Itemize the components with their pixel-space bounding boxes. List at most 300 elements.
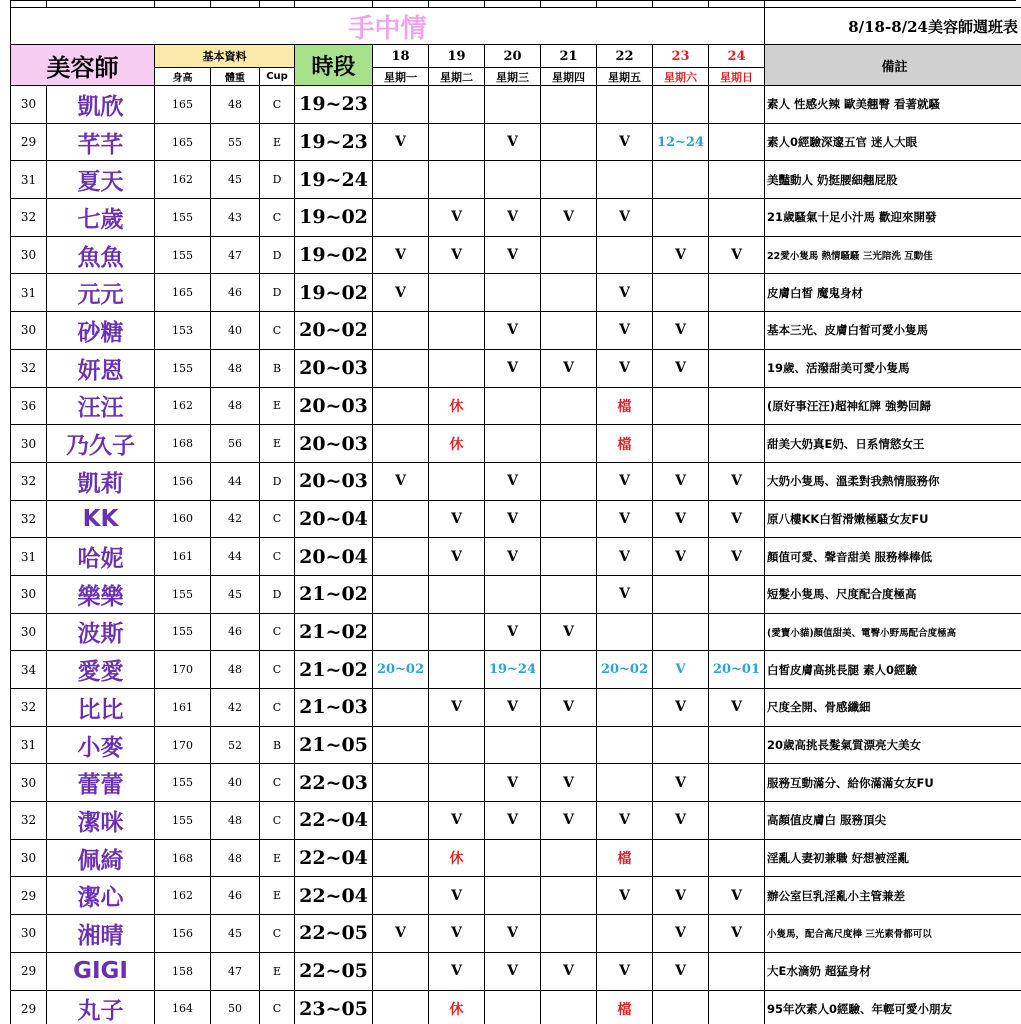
cup-cell: E xyxy=(260,425,295,463)
day-mark-cell: V xyxy=(373,915,429,953)
beautician-name: KK xyxy=(47,501,155,539)
height-cell: 155 xyxy=(155,576,211,614)
time-slot-cell: 22~03 xyxy=(295,764,373,802)
day-mark-cell: V xyxy=(485,312,541,350)
day-mark-cell xyxy=(709,764,765,802)
cup-cell: E xyxy=(260,388,295,426)
note-cell: 大E水滴奶 超猛身材 xyxy=(765,953,1021,991)
height-cell: 168 xyxy=(155,425,211,463)
day-mark-cell xyxy=(597,86,653,124)
beautician-name: 凱欣 xyxy=(47,86,155,124)
day-mark-cell: V xyxy=(709,689,765,727)
day-mark-cell: V xyxy=(373,124,429,162)
time-slot-cell: 21~02 xyxy=(295,576,373,614)
weight-cell: 46 xyxy=(211,877,260,915)
day-mark-cell xyxy=(541,86,597,124)
day-mark-cell xyxy=(597,764,653,802)
note-cell: 尺度全開、骨感纖細 xyxy=(765,689,1021,727)
height-cell: 162 xyxy=(155,877,211,915)
weekday-header: 星期一 xyxy=(373,68,429,86)
day-mark-cell xyxy=(485,86,541,124)
cup-cell: C xyxy=(260,199,295,237)
day-mark-cell: V xyxy=(653,915,709,953)
day-mark-cell xyxy=(597,161,653,199)
note-cell: 顏值可愛、聲音甜美 服務棒棒低 xyxy=(765,538,1021,576)
day-mark-cell xyxy=(429,86,485,124)
weight-cell: 45 xyxy=(211,576,260,614)
day-mark-cell: V xyxy=(597,501,653,539)
cup-cell: C xyxy=(260,501,295,539)
beautician-name: GIGI xyxy=(47,953,155,991)
height-cell: 158 xyxy=(155,953,211,991)
day-mark-cell: V xyxy=(653,802,709,840)
note-cell: 甜美大奶真E奶、日系情慾女王 xyxy=(765,425,1021,463)
schedule-grid xyxy=(10,0,1016,1024)
day-mark-cell xyxy=(709,991,765,1024)
cup-cell: E xyxy=(260,953,295,991)
day-mark-cell xyxy=(709,350,765,388)
age-cell: 31 xyxy=(11,274,47,312)
top-strip-cell xyxy=(485,1,541,8)
day-mark-cell xyxy=(429,350,485,388)
age-cell: 30 xyxy=(11,425,47,463)
day-mark-cell xyxy=(653,388,709,426)
time-slot-cell: 21~03 xyxy=(295,689,373,727)
day-date-header: 22 xyxy=(597,45,653,68)
height-cell: 156 xyxy=(155,463,211,501)
time-slot-cell: 20~04 xyxy=(295,538,373,576)
day-mark-cell xyxy=(373,802,429,840)
day-mark-cell xyxy=(373,312,429,350)
height-cell: 155 xyxy=(155,237,211,275)
day-mark-cell xyxy=(709,199,765,237)
day-mark-cell xyxy=(373,991,429,1024)
day-mark-cell: V xyxy=(709,877,765,915)
weight-cell: 47 xyxy=(211,237,260,275)
beautician-name: 砂糖 xyxy=(47,312,155,350)
height-cell: 162 xyxy=(155,161,211,199)
day-mark-cell xyxy=(485,388,541,426)
day-mark-cell: V xyxy=(653,538,709,576)
weight-cell: 46 xyxy=(211,614,260,652)
day-mark-cell xyxy=(541,840,597,878)
day-mark-cell: V xyxy=(597,199,653,237)
height-cell: 161 xyxy=(155,538,211,576)
day-mark-cell xyxy=(541,463,597,501)
beautician-name: 丸子 xyxy=(47,991,155,1024)
age-cell: 31 xyxy=(11,161,47,199)
age-cell: 32 xyxy=(11,350,47,388)
time-slot-cell: 19~23 xyxy=(295,124,373,162)
day-date-header: 24 xyxy=(709,45,765,68)
beautician-name: 比比 xyxy=(47,689,155,727)
day-mark-cell: V xyxy=(485,915,541,953)
weight-cell: 40 xyxy=(211,764,260,802)
time-slot-cell: 22~04 xyxy=(295,877,373,915)
day-mark-cell xyxy=(429,764,485,802)
day-mark-cell: V xyxy=(653,237,709,275)
day-mark-cell xyxy=(373,501,429,539)
day-mark-cell xyxy=(429,727,485,765)
day-mark-cell xyxy=(597,237,653,275)
age-cell: 32 xyxy=(11,463,47,501)
day-mark-cell: V xyxy=(653,312,709,350)
day-mark-cell xyxy=(541,425,597,463)
age-cell: 29 xyxy=(11,877,47,915)
day-mark-cell: V xyxy=(429,877,485,915)
cup-header: Cup xyxy=(260,68,295,86)
day-mark-cell xyxy=(653,86,709,124)
day-mark-cell: V xyxy=(429,953,485,991)
day-mark-cell xyxy=(429,576,485,614)
time-slot-cell: 19~02 xyxy=(295,199,373,237)
day-mark-cell: V xyxy=(485,764,541,802)
weight-cell: 48 xyxy=(211,651,260,689)
age-cell: 36 xyxy=(11,388,47,426)
note-cell: 服務互動滿分、給你滿滿女友FU xyxy=(765,764,1021,802)
note-cell: 美豔動人 奶挺腰細翹屁股 xyxy=(765,161,1021,199)
beautician-name: 凱莉 xyxy=(47,463,155,501)
day-mark-cell: V xyxy=(373,274,429,312)
time-slot-header: 時段 xyxy=(295,45,373,86)
weight-cell: 56 xyxy=(211,425,260,463)
day-mark-cell xyxy=(541,915,597,953)
age-cell: 31 xyxy=(11,727,47,765)
day-mark-cell xyxy=(541,124,597,162)
time-slot-cell: 21~05 xyxy=(295,727,373,765)
height-cell: 161 xyxy=(155,689,211,727)
height-cell: 170 xyxy=(155,651,211,689)
day-mark-cell xyxy=(373,350,429,388)
beautician-name: 元元 xyxy=(47,274,155,312)
day-mark-cell: V xyxy=(485,953,541,991)
day-mark-cell: V xyxy=(373,463,429,501)
cup-cell: E xyxy=(260,840,295,878)
day-mark-cell xyxy=(653,425,709,463)
day-mark-cell: V xyxy=(597,802,653,840)
beautician-name: 潔心 xyxy=(47,877,155,915)
time-slot-cell: 23~05 xyxy=(295,991,373,1024)
basic-info-header: 基本資料 xyxy=(155,45,295,68)
age-cell: 30 xyxy=(11,86,47,124)
age-cell: 30 xyxy=(11,237,47,275)
day-mark-cell: V xyxy=(597,538,653,576)
note-cell: 95年次素人0經驗、年輕可愛小朋友 xyxy=(765,991,1021,1024)
day-mark-cell xyxy=(709,274,765,312)
beautician-name: 哈妮 xyxy=(47,538,155,576)
day-mark-cell: 休 xyxy=(429,388,485,426)
note-cell: 白皙皮膚高挑長腿 素人0經驗 xyxy=(765,651,1021,689)
cup-cell: C xyxy=(260,538,295,576)
day-mark-cell xyxy=(653,161,709,199)
note-cell: 短髮小隻馬、尺度配合度極高 xyxy=(765,576,1021,614)
beautician-name: 乃久子 xyxy=(47,425,155,463)
day-mark-cell xyxy=(373,614,429,652)
cup-cell: D xyxy=(260,463,295,501)
day-mark-cell: 20~02 xyxy=(597,651,653,689)
day-mark-cell xyxy=(429,124,485,162)
cup-cell: C xyxy=(260,86,295,124)
cup-cell: C xyxy=(260,614,295,652)
cup-cell: C xyxy=(260,312,295,350)
top-strip-cell xyxy=(597,1,653,8)
day-mark-cell: V xyxy=(429,199,485,237)
weekday-header: 星期三 xyxy=(485,68,541,86)
cup-cell: E xyxy=(260,877,295,915)
weight-cell: 43 xyxy=(211,199,260,237)
day-mark-cell xyxy=(373,953,429,991)
day-mark-cell xyxy=(597,727,653,765)
day-mark-cell xyxy=(429,651,485,689)
day-mark-cell: V xyxy=(541,764,597,802)
height-cell: 155 xyxy=(155,764,211,802)
day-mark-cell: V xyxy=(429,237,485,275)
day-mark-cell: V xyxy=(597,274,653,312)
day-mark-cell: 休 xyxy=(429,840,485,878)
day-mark-cell: 休 xyxy=(429,991,485,1024)
weekday-header: 星期四 xyxy=(541,68,597,86)
height-cell: 155 xyxy=(155,199,211,237)
beautician-name: 波斯 xyxy=(47,614,155,652)
day-mark-cell: V xyxy=(485,350,541,388)
day-mark-cell: V xyxy=(485,463,541,501)
day-mark-cell xyxy=(709,840,765,878)
day-mark-cell xyxy=(373,86,429,124)
day-mark-cell: 休 xyxy=(429,425,485,463)
day-mark-cell xyxy=(541,727,597,765)
cup-cell: D xyxy=(260,237,295,275)
day-mark-cell: V xyxy=(541,802,597,840)
day-mark-cell: V xyxy=(597,463,653,501)
notes-header: 備註 xyxy=(765,45,1021,86)
weight-cell: 44 xyxy=(211,463,260,501)
beautician-name: 夏天 xyxy=(47,161,155,199)
top-strip-cell xyxy=(765,1,1021,8)
beautician-name: 湘晴 xyxy=(47,915,155,953)
day-mark-cell xyxy=(541,576,597,614)
day-mark-cell xyxy=(373,689,429,727)
weekday-header: 星期日 xyxy=(709,68,765,86)
age-cell: 30 xyxy=(11,576,47,614)
day-mark-cell xyxy=(709,953,765,991)
time-slot-cell: 20~03 xyxy=(295,463,373,501)
beautician-name: 芊芊 xyxy=(47,124,155,162)
time-slot-cell: 19~23 xyxy=(295,86,373,124)
top-strip-cell xyxy=(47,1,155,8)
age-cell: 30 xyxy=(11,614,47,652)
day-mark-cell xyxy=(429,274,485,312)
week-title: 8/18-8/24美容師週班表 xyxy=(765,8,1021,45)
day-mark-cell xyxy=(429,463,485,501)
top-strip-cell xyxy=(709,1,765,8)
weight-cell: 42 xyxy=(211,501,260,539)
brand-title: 手中情 xyxy=(11,8,765,45)
note-cell: 21歲騷氣十足小汁馬 歡迎來開發 xyxy=(765,199,1021,237)
day-mark-cell: V xyxy=(653,953,709,991)
day-mark-cell: 檔 xyxy=(597,991,653,1024)
day-mark-cell: V xyxy=(485,614,541,652)
day-mark-cell: V xyxy=(653,689,709,727)
beautician-name: 汪汪 xyxy=(47,388,155,426)
day-mark-cell: V xyxy=(541,689,597,727)
weight-cell: 50 xyxy=(211,991,260,1024)
day-mark-cell: 20~02 xyxy=(373,651,429,689)
day-mark-cell: V xyxy=(541,199,597,237)
day-mark-cell xyxy=(485,161,541,199)
day-mark-cell xyxy=(709,124,765,162)
note-cell: 基本三光、皮膚白皙可愛小隻馬 xyxy=(765,312,1021,350)
day-mark-cell xyxy=(373,425,429,463)
day-mark-cell xyxy=(373,576,429,614)
note-cell: 原八樓KK白皙滑嫩極騷女友FU xyxy=(765,501,1021,539)
day-mark-cell xyxy=(653,199,709,237)
day-mark-cell xyxy=(485,877,541,915)
weight-cell: 48 xyxy=(211,802,260,840)
day-mark-cell xyxy=(373,877,429,915)
day-mark-cell xyxy=(485,991,541,1024)
day-mark-cell: V xyxy=(653,463,709,501)
day-mark-cell xyxy=(709,161,765,199)
day-mark-cell xyxy=(653,576,709,614)
day-date-header: 21 xyxy=(541,45,597,68)
age-cell: 32 xyxy=(11,802,47,840)
cup-cell: D xyxy=(260,274,295,312)
weekday-header: 星期六 xyxy=(653,68,709,86)
note-cell: 素人 性感火辣 歐美翹臀 看著就騷 xyxy=(765,86,1021,124)
day-mark-cell: V xyxy=(541,614,597,652)
day-mark-cell: V xyxy=(485,124,541,162)
day-mark-cell xyxy=(597,689,653,727)
height-cell: 155 xyxy=(155,802,211,840)
day-mark-cell xyxy=(373,764,429,802)
day-mark-cell: V xyxy=(653,651,709,689)
age-cell: 29 xyxy=(11,991,47,1024)
weight-cell: 48 xyxy=(211,350,260,388)
beautician-name: 妍恩 xyxy=(47,350,155,388)
height-cell: 165 xyxy=(155,86,211,124)
day-mark-cell: 檔 xyxy=(597,840,653,878)
weight-cell: 45 xyxy=(211,161,260,199)
day-mark-cell: V xyxy=(653,764,709,802)
day-mark-cell xyxy=(653,614,709,652)
day-mark-cell: 檔 xyxy=(597,425,653,463)
beautician-name: 佩綺 xyxy=(47,840,155,878)
day-mark-cell: V xyxy=(429,689,485,727)
day-mark-cell xyxy=(709,614,765,652)
weekday-header: 星期二 xyxy=(429,68,485,86)
note-cell: (愛寶小貓)顏值甜美、電臀小野馬配合度極高 xyxy=(765,614,1021,652)
weight-cell: 45 xyxy=(211,915,260,953)
note-cell: 辦公室巨乳淫亂小主管兼差 xyxy=(765,877,1021,915)
day-mark-cell: V xyxy=(709,463,765,501)
day-mark-cell xyxy=(373,538,429,576)
day-mark-cell: V xyxy=(485,237,541,275)
day-mark-cell: V xyxy=(653,501,709,539)
day-mark-cell: V xyxy=(597,312,653,350)
top-strip-cell xyxy=(260,1,295,8)
time-slot-cell: 22~04 xyxy=(295,802,373,840)
beautician-header: 美容師 xyxy=(11,45,155,86)
day-mark-cell: V xyxy=(597,124,653,162)
day-mark-cell: V xyxy=(541,350,597,388)
note-cell: 22愛小隻馬 熱情騷騷 三光陪洗 互動佳 xyxy=(765,237,1021,275)
note-cell: (原好事汪汪)超神紅牌 強勢回歸 xyxy=(765,388,1021,426)
day-date-header: 19 xyxy=(429,45,485,68)
weight-header: 體重 xyxy=(211,68,260,86)
day-mark-cell xyxy=(653,274,709,312)
day-mark-cell: 19~24 xyxy=(485,651,541,689)
day-mark-cell xyxy=(485,425,541,463)
time-slot-cell: 19~02 xyxy=(295,237,373,275)
height-header: 身高 xyxy=(155,68,211,86)
day-date-header: 18 xyxy=(373,45,429,68)
height-cell: 162 xyxy=(155,388,211,426)
day-mark-cell: 12~24 xyxy=(653,124,709,162)
time-slot-cell: 19~24 xyxy=(295,161,373,199)
time-slot-cell: 20~03 xyxy=(295,350,373,388)
beautician-name: 蕾蕾 xyxy=(47,764,155,802)
note-cell: 大奶小隻馬、溫柔對我熱情服務你 xyxy=(765,463,1021,501)
age-cell: 29 xyxy=(11,124,47,162)
note-cell: 淫亂人妻初兼職 好想被淫亂 xyxy=(765,840,1021,878)
weight-cell: 55 xyxy=(211,124,260,162)
beautician-name: 潔咪 xyxy=(47,802,155,840)
day-mark-cell: V xyxy=(653,877,709,915)
top-strip-cell xyxy=(429,1,485,8)
top-strip-cell xyxy=(653,1,709,8)
day-mark-cell: V xyxy=(709,237,765,275)
weight-cell: 48 xyxy=(211,840,260,878)
day-mark-cell xyxy=(429,614,485,652)
beautician-name: 小麥 xyxy=(47,727,155,765)
weight-cell: 46 xyxy=(211,274,260,312)
height-cell: 168 xyxy=(155,840,211,878)
cup-cell: D xyxy=(260,576,295,614)
note-cell: 皮膚白皙 魔鬼身材 xyxy=(765,274,1021,312)
day-mark-cell: V xyxy=(485,689,541,727)
day-mark-cell xyxy=(597,915,653,953)
cup-cell: B xyxy=(260,350,295,388)
age-cell: 30 xyxy=(11,764,47,802)
day-mark-cell: V xyxy=(485,199,541,237)
note-cell: 小隻馬，配合高尺度棒 三光素骨都可以 xyxy=(765,915,1021,953)
cup-cell: C xyxy=(260,802,295,840)
day-mark-cell: V xyxy=(709,538,765,576)
day-mark-cell: V xyxy=(373,237,429,275)
time-slot-cell: 21~02 xyxy=(295,651,373,689)
day-mark-cell xyxy=(485,840,541,878)
cup-cell: D xyxy=(260,161,295,199)
beautician-name: 魚魚 xyxy=(47,237,155,275)
cup-cell: C xyxy=(260,651,295,689)
weight-cell: 47 xyxy=(211,953,260,991)
day-mark-cell xyxy=(541,651,597,689)
time-slot-cell: 20~04 xyxy=(295,501,373,539)
day-mark-cell xyxy=(373,727,429,765)
cup-cell: C xyxy=(260,764,295,802)
time-slot-cell: 20~02 xyxy=(295,312,373,350)
weight-cell: 52 xyxy=(211,727,260,765)
day-mark-cell xyxy=(373,161,429,199)
age-cell: 32 xyxy=(11,689,47,727)
day-mark-cell: V xyxy=(597,576,653,614)
day-mark-cell: V xyxy=(597,877,653,915)
time-slot-cell: 22~04 xyxy=(295,840,373,878)
day-mark-cell xyxy=(485,274,541,312)
day-mark-cell: 檔 xyxy=(597,388,653,426)
age-cell: 30 xyxy=(11,312,47,350)
cup-cell: B xyxy=(260,727,295,765)
